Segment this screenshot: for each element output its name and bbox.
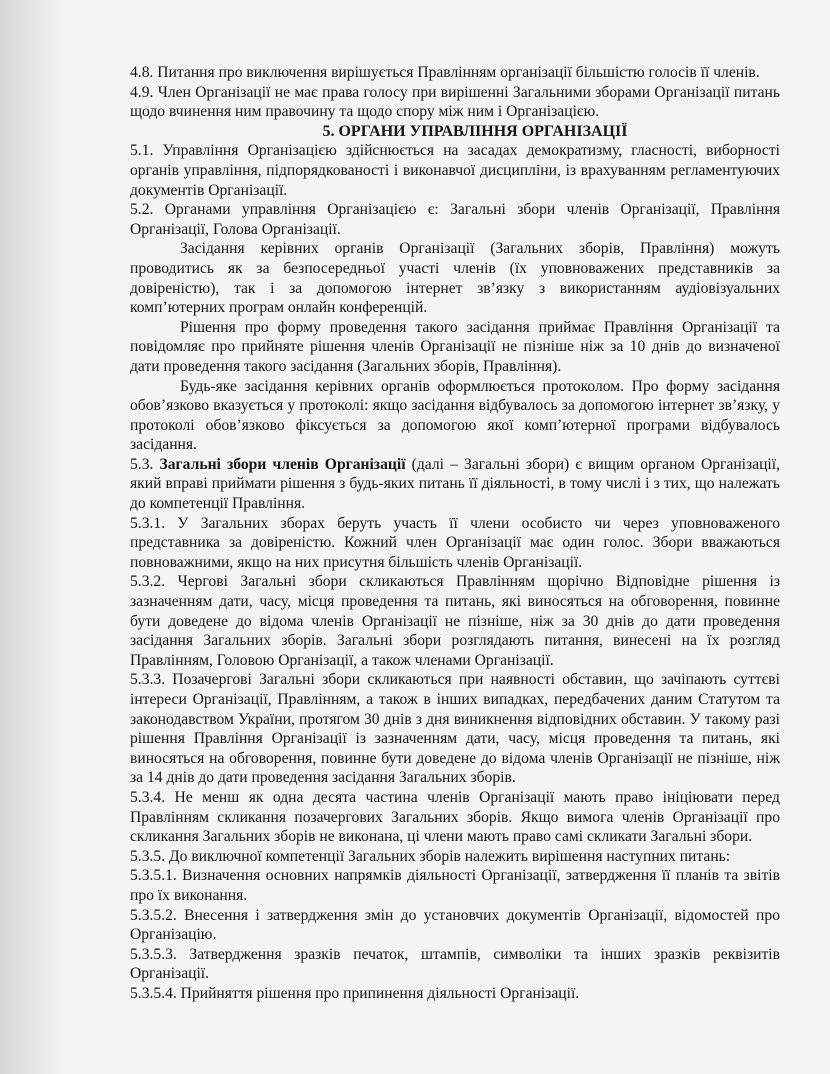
paragraph-5-3-3: 5.3.3. Позачергові Загальні збори скликаються при наявності обставин, що зачіпають суттєві інтереси Організації, Правлінням, а також в інших випадках, передбачених даним Статутом та законодавством України, протягом 30 днів з дня виникнення відповідних обставин. У такому разі рішення Правління Організації із зазначенням дати, часу, місця проведення та питань, які виносяться на обговорення, повинне бути доведене до відома членів Організації не пізніше, ніж за 14 днів до дати проведення засідання Загальних зборів. <box>130 671 780 787</box>
paragraph-5-2-decision: Рішення про форму проведення такого засідання приймає Правління Організації та повідомляє про прийняте рішення членів Організації не пізніше ніж за 10 днів до визначеної дати проведення такого засідання (Загальних зборів, Правління). <box>130 318 780 375</box>
paragraph-5-3-5-4: 5.3.5.4. Прийняття рішення про припинення діяльності Організації. <box>130 984 580 1002</box>
section-heading: 5. ОРГАНИ УПРАВЛІННЯ ОРГАНІЗАЦІЇ <box>322 122 628 140</box>
paragraph-4-9: 4.9. Член Організації не має права голосу при вирішенні Загальними зборами Організації питань щодо вчинення ним правочину та щодо спору між ним і Організацією. <box>130 83 780 121</box>
document-body <box>130 63 780 1004</box>
paragraph-5-3-5-1: 5.3.5.1. Визначення основних напрямків діяльності Організації, затвердження її планів та звітів про їх виконання. <box>130 867 780 904</box>
paragraph-5-1: 5.1. Управління Організацією здійснюється на засадах демократизму, гласності, виборності органів управління, підпорядкованості і виконавчої дисципліни, із врахуванням регламентуючих документів Організації. <box>130 142 780 199</box>
paragraph-5-3-number: 5.3. <box>130 455 160 473</box>
paragraph-5-3 <box>130 455 780 514</box>
paragraph-5-3-bold-term: Загальні збори членів Організації <box>159 455 406 473</box>
paragraph-5-3-2: 5.3.2. Чергові Загальні збори скликаються Правлінням щорічно Відповідне рішення із зазначенням дати, часу, місця проведення та питань, які виносяться на обговорення, повинне бути доведене до відома членів Організації не пізніше, ніж за 30 днів до дати проведення засідання Загальних зборів. Загальні збори розглядають питання, винесені на їх розгляд Правлінням, Головою Організації, а також членами Організації. <box>130 573 780 669</box>
scan-edge-shadow <box>0 0 64 1074</box>
paragraph-5-3-text: (далі – Загальні збори) є вищим органом Організації, який вправі приймати рішення з будь-яких питань її діяльності, в тому числі і з тих, що належать до компетенції Правління. <box>130 455 780 513</box>
paragraph-5-3-1: 5.3.1. У Загальних зборах беруть участь її члени особисто чи через уповноваженого представника за довіреністю. Кожний член Організації має один голос. Збори вважаються повноважними, якщо на них присутня більшість членів Організації. <box>130 514 780 571</box>
paragraph-5-2-protocol: Будь-яке засідання керівних органів оформлюється протоколом. Про форму засідання обов’язково вказується у протоколі: якщо засідання відбувалось за допомогою інтернет зв’язку, у протоколі обов’язково фіксується за допомогою якої комп’ютерної програми відбувалось засідання. <box>130 377 780 454</box>
paragraph-4-8: 4.8. Питання про виключення вирішується Правлінням організації більшістю голосів її членів. <box>130 64 760 81</box>
paragraph-5-2: 5.2. Органами управління Організацією є: Загальні збори членів Організації, Правління Організації, Голова Організації. <box>130 201 780 238</box>
paragraph-5-2-meetings: Засідання керівних органів Організації (Загальних зборів, Правління) можуть проводитись як за безпосередньої участі членів (їх уповноважених представників за довіреністю), так і за допомогою інтернет зв’язку з використанням аудіовізуальних комп’ютерних програм онлайн конференцій. <box>130 240 780 317</box>
paragraph-5-3-4: 5.3.4. Не менш як одна десята частина членів Організації мають право ініціювати перед Правлінням скликання позачергових Загальних зборів. Якщо вимога членів Організації про скликання Загальних зборів не виконана, ці члени мають право самі скликати Загальні збори. <box>130 788 780 846</box>
paragraph-5-3-5-3: 5.3.5.3. Затвердження зразків печаток, штампів, символіки та інших зразків реквізитів Організації. <box>130 945 780 983</box>
paragraph-5-3-5-2: 5.3.5.2. Внесення і затвердження змін до установчих документів Організації, відомостей про Організацію. <box>130 906 780 944</box>
paragraph-5-3-5: 5.3.5. До виключної компетенції Загальних зборів належить вирішення наступних питань: <box>130 847 731 865</box>
